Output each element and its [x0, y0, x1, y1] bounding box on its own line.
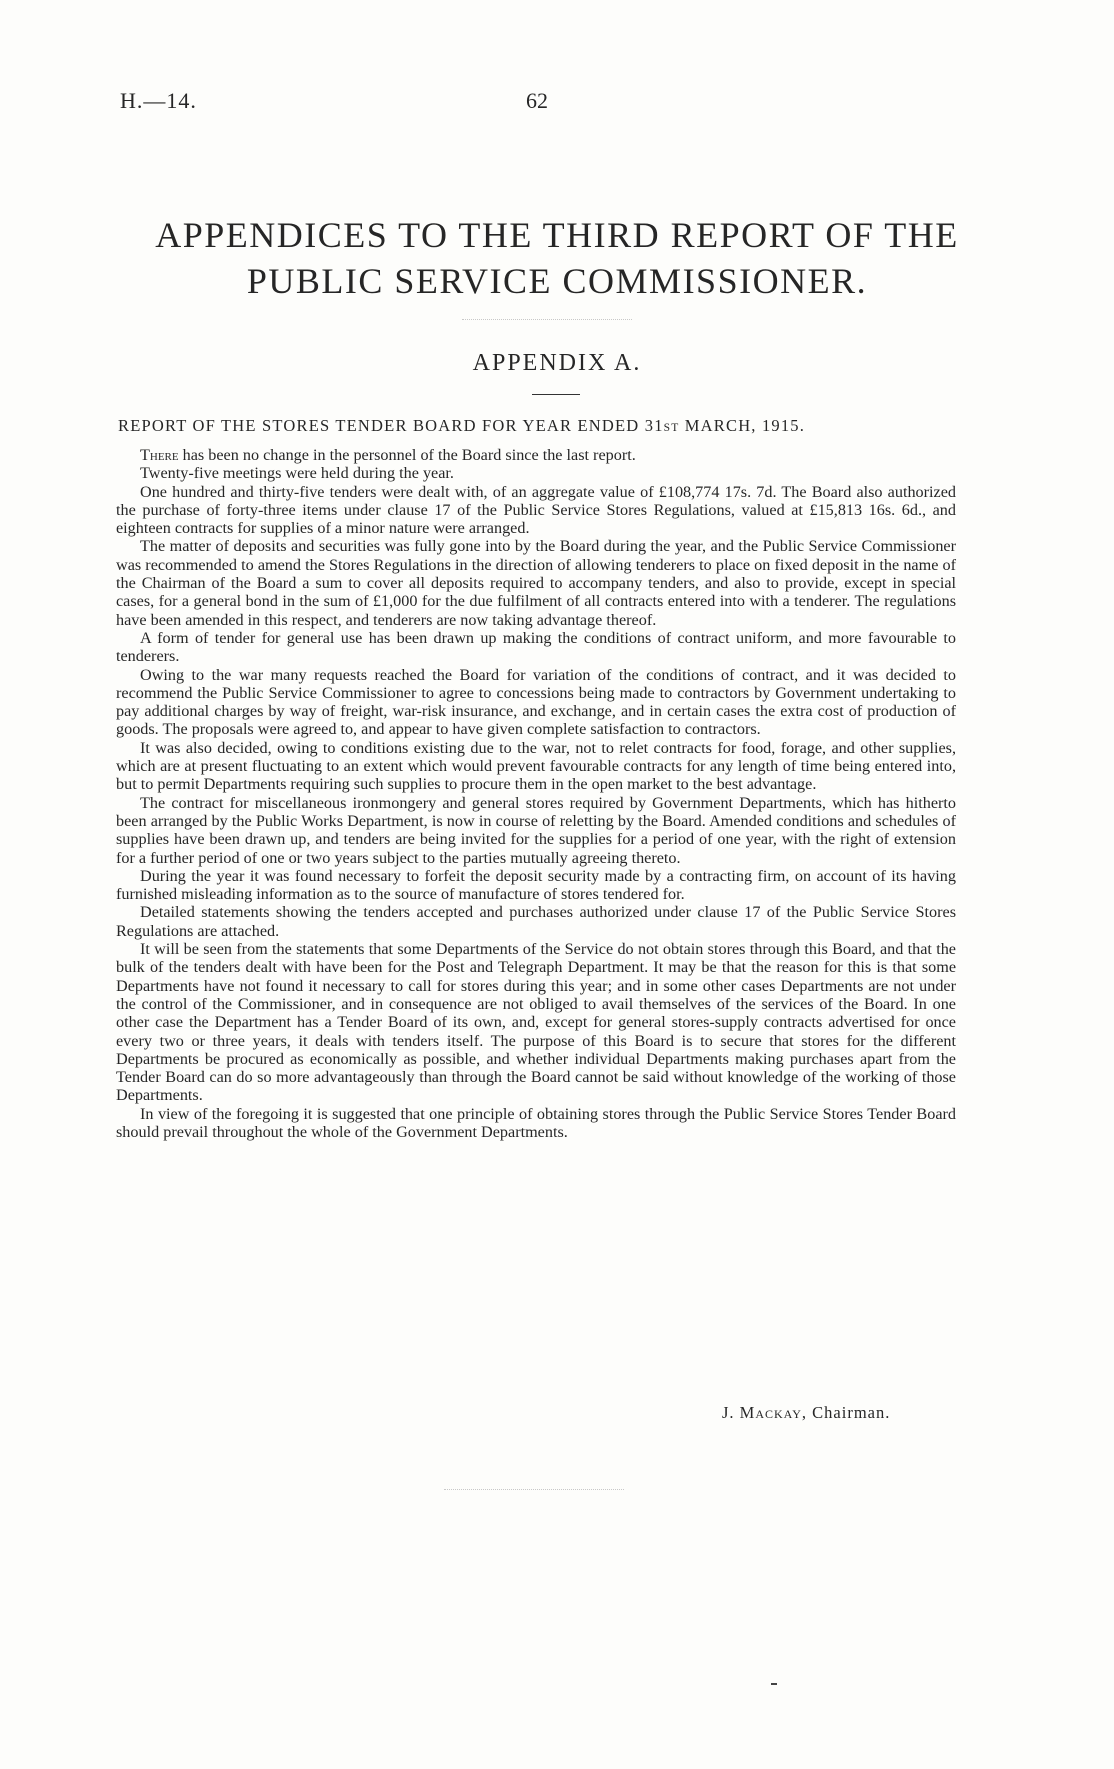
title-line-2: PUBLIC SERVICE COMMISSIONER. [246, 261, 868, 301]
divider [462, 319, 632, 320]
print-mark [771, 1683, 777, 1685]
paragraph [116, 446, 956, 464]
page-number: 62 [526, 88, 548, 113]
paragraph: Detailed statements showing the tenders accepted and purchases authorized under clause 17 of the Public Service Stores Regulations are attached. [116, 903, 956, 940]
signatory-role: Chairman. [812, 1403, 891, 1422]
divider [532, 394, 580, 395]
page-title [100, 212, 1014, 304]
signature [722, 1403, 890, 1423]
paragraph: It will be seen from the statements that some Departments of the Service do not obtain stores through this Board, and that the bulk of the tenders dealt with have been for the Post and Telegraph Department. It may be that the reason for this is that some Departments have not found it necessary to call for stores during this year; and in some other cases Departments are not under the control of the Commissioner, and in consequence are not obliged to avail themselves of the services of the Board. In one other case the Department has a Tender Board of its own, and, except for general stores-supply contracts advertised for once every two or three years, it deals with tenders itself. The purpose of this Board is to secure that stores for the different Departments be procured as economically as possible, and whether individual Departments making purchases apart from the Tender Board can do so more advantageously than through the Board cannot be said without knowledge of the working of those Departments. [116, 940, 956, 1105]
report-heading-ordinal: ST [663, 422, 680, 434]
title-line-1: APPENDICES TO THE THIRD REPORT OF THE [155, 215, 959, 255]
signatory-name: J. Mackay, [722, 1403, 808, 1422]
paragraph: The matter of deposits and securities was fully gone into by the Board during the year, and the Public Service Commissioner was recommended to amend the Stores Regulations in the direction of allowing tenderers to place on fixed deposit in the name of the Chairman of the Board a sum to cover all deposits required to accompany tenders, and also to provide, except in special cases, for a general bond in the sum of £1,000 for the due fulfilment of all contracts entered into with a tenderer. The regulations have been amended in this respect, and tenderers are now taking advantage thereof. [116, 537, 956, 629]
paragraph: Twenty-five meetings were held during the year. [140, 464, 454, 483]
appendix-heading: APPENDIX A. [472, 350, 642, 376]
report-body [116, 446, 956, 1141]
paragraph-lead: There [140, 446, 179, 464]
paragraph-text: has been no change in the personnel of the Board since the last report. [178, 446, 636, 464]
report-heading-text: REPORT OF THE STORES TENDER BOARD FOR YEAR ENDED 31 [118, 416, 664, 435]
paragraph: The contract for miscellaneous ironmongery and general stores required by Government Departments, which has hitherto been arranged by the Public Works Department, is now in course of reletting by the Board. Amended conditions and schedules of supplies have been drawn up, and tenders are being invited for the supplies for a period of one year, with the right of extension for a further period of one or two years subject to the parties mutually agreeing thereto. [116, 793, 956, 867]
document-reference: H.—14. [120, 88, 197, 113]
paragraph: During the year it was found necessary to forfeit the deposit security made by a contracting firm, on account of its having furnished misleading information as to the source of manufacture of stores tendered for. [116, 866, 956, 904]
paragraph: It was also decided, owing to conditions existing due to the war, not to relet contracts for food, forage, and other supplies, which are at present fluctuating to an extent which would prevent favourable contracts for any length of time being entered into, but to permit Departments requiring such supplies to procure them in the open market to the best advantage. [116, 738, 956, 794]
paragraph: A form of tender for general use has been drawn up making the conditions of contract uniform, and more favourable to tenderers. [116, 628, 956, 666]
paragraph: In view of the foregoing it is suggested that one principle of obtaining stores through the Public Service Stores Tender Board should prevail throughout the whole of the Government Departments. [116, 1104, 956, 1141]
divider [444, 1489, 624, 1490]
paragraph: One hundred and thirty-five tenders were dealt with, of an aggregate value of £108,774 17s. 7d. The Board also authorized the purchase of forty-three items under clause 17 of the Public Service Stores Regulations, valued at £15,813 16s. 6d., and eighteen contracts for supplies of a minor nature were arranged. [116, 482, 956, 538]
paragraph: Owing to the war many requests reached the Board for variation of the conditions of contract, and it was decided to recommend the Public Service Commissioner to agree to concessions being made to contractors by Government undertaking to pay additional charges by way of freight, war-risk insurance, and exchange, and in certain cases the extra cost of production of goods. The proposals were agreed to, and appear to have given complete satisfaction to contractors. [116, 665, 956, 739]
report-heading-date: MARCH, 1915. [679, 416, 806, 435]
report-heading [118, 416, 978, 436]
